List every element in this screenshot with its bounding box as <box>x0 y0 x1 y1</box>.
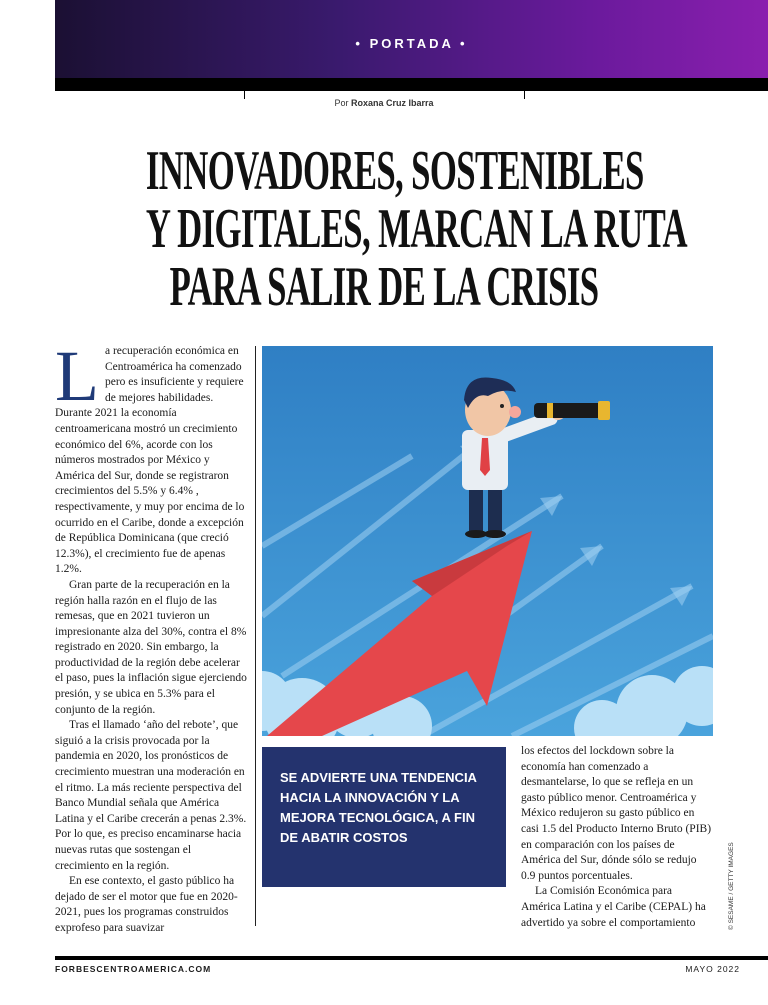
byline-author: Roxana Cruz Ibarra <box>351 98 434 108</box>
section-label: • PORTADA • <box>355 36 468 51</box>
headline <box>0 142 768 316</box>
byline-prefix: Por <box>334 98 349 108</box>
column-divider <box>255 346 256 926</box>
businessman-arrow-illustration <box>262 346 713 736</box>
pull-quote: SE ADVIERTE UNA TENDENCIA HACIA LA INNOVACIÓN Y LA MEJORA TECNOLÓGICA, A FIN DE ABATIR COSTOS <box>262 747 506 887</box>
paragraph-6: La Comisión Económica para América Latina y el Caribe (CEPAL) ha advertido ya sobre el comportamiento <box>521 885 706 929</box>
headline-line-2: Y DIGITALES, MARCAN LA RUTA <box>145 198 688 260</box>
paragraph-3: Tras el llamado ‘año del rebote’, que siguió a la crisis provocada por la pandemia en 2020, los pronósticos de crecimiento muestran una moderación en el ritmo. La más reciente perspectiva del Banco Mundial señala que América Latina y el Caribe crecerán a penas 2.3%. Por lo que, es preciso encaminarse hacia nuevas rutas que sostengan el crecimiento en la región. <box>55 719 247 872</box>
headline-line-1: INNOVADORES, SOSTENIBLES <box>145 140 644 202</box>
byline <box>0 98 768 108</box>
section-banner <box>55 0 768 78</box>
paragraph-1 <box>55 336 248 578</box>
footer-rule <box>55 956 768 960</box>
drop-cap: L <box>55 336 99 416</box>
paragraph-4: En ese contexto, el gasto público ha dejado de ser el motor que fue en 2020-2021, pues los programas construidos exprofeso para suavizar <box>55 875 238 934</box>
footer-date: MAYO 2022 <box>685 964 740 974</box>
footer-site: FORBESCENTROAMERICA.COM <box>55 964 212 974</box>
article-column-1 <box>55 336 248 937</box>
header-rule <box>55 78 768 91</box>
paragraph-5: los efectos del lockdown sobre la economía han comenzado a desmantelarse, lo que se refleja en un gasto público menor. Centroamérica y México redujeron su gasto público en casi 1.5 del Producto Interno Bruto (PIB) en comparación con los países de América del Sur, dónde sólo se redujo 0.9 puntos porcentuales. <box>521 745 712 882</box>
paragraph-1-text: a recuperación económica en Centroamérica ha comenzado pero es insuficiente y requiere de mejores habilidades. Durante 2021 la economía centroamericana mostró un crecimiento económico del 6%, acorde con los números mostrados por México y América del Sur, donde se registraron crecimientos del 5.5% y 6.4% , respectivamente, y muy por encima de lo ocurrido en el Caribe, donde a excepción de República Dominicana (que creció 12.3%), el crecimiento fue de apenas 1.2%. <box>55 345 245 576</box>
article-column-3 <box>521 744 713 931</box>
paragraph-2: Gran parte de la recuperación en la región halla razón en el flujo de las remesas, que en 2021 tuvieron un impresionante alza del 30%, contra el 8% registrado en 2020. Sin embargo, la productividad de la región debe acelerar el paso, pues la inflación sigue ejerciendo presión, y se ubica en 5.3% para el conjunto de la región. <box>55 578 247 716</box>
photo-credit: © SESAME / GETTY IMAGES <box>728 842 735 930</box>
headline-line-3: PARA SALIR DE LA CRISIS <box>169 256 599 318</box>
cover-illustration <box>262 346 713 736</box>
